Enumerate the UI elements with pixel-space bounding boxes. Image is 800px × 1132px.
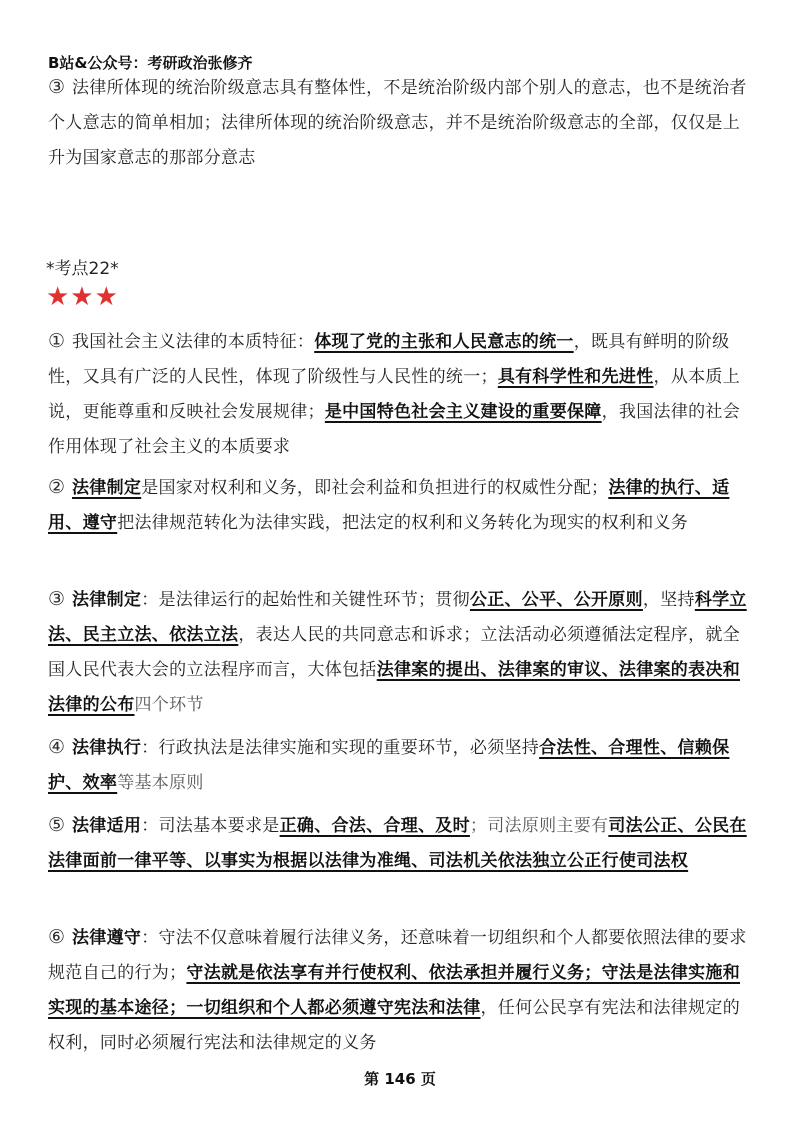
text: 是国家对权利和义务，即社会利益和负担进行的权威性分配； bbox=[141, 478, 609, 498]
intro-text: 法律所体现的统治阶级意志具有整体性，不是统治阶级内部个别人的意志，也不是统治者个人意志的简单相加；法律所体现的统治阶级意志，并不是统治阶级意志的全部，仅仅是上升为国家意志的那部分意志 bbox=[48, 78, 747, 168]
item-number: ④ bbox=[48, 736, 66, 758]
text: ，表达人民的共同意志和诉求；立法活动必须遵循法定程序，就全国人民代表大会的立法程序而言，大体包括 bbox=[48, 625, 741, 680]
key-phrase: 科学立法、民主立法、依法立法 bbox=[48, 590, 747, 645]
item-number: ① bbox=[48, 330, 66, 352]
point-4 bbox=[48, 730, 753, 801]
text: ：司法基本要求是 bbox=[141, 816, 280, 836]
key-phrase: 法律案的提出、法律案的审议、法律案的表决和法律的公布 bbox=[48, 660, 741, 715]
text: 四个环节 bbox=[134, 695, 204, 715]
key-phrase: 合法性、合理性、信赖保护、效率 bbox=[48, 738, 730, 793]
point-2 bbox=[48, 470, 753, 541]
point-1 bbox=[48, 324, 753, 465]
key-phrase: 体现了党的主张和人民意志的统一 bbox=[314, 332, 574, 352]
text: ；司法原则主要有 bbox=[469, 816, 609, 836]
text: ，从本质上说，更能尊重和反映社会发展规律； bbox=[48, 367, 741, 422]
key-phrase: 司法公正、公民在法律面前一律平等、以事实为根据以法律为准绳、司法机关依法独立公正行使司法权 bbox=[48, 816, 747, 871]
key-phrase: 守法就是依法享有并行使权利、依法承担并履行义务；守法是法律实施和实现的基本途径；一切组织和个人都必须遵守宪法和法律 bbox=[48, 963, 741, 1018]
source-header: B站&公众号：考研政治张修齐 bbox=[48, 54, 253, 72]
text: ：是法律运行的起始性和关键性环节；贯彻 bbox=[141, 590, 470, 610]
text: ：守法不仅意味着履行法律义务，还意味着一切组织和个人都要依照法律的要求规范自己的行为； bbox=[48, 928, 747, 983]
point-6 bbox=[48, 920, 753, 1061]
text: 等基本原则 bbox=[117, 773, 204, 793]
intro-paragraph bbox=[48, 70, 753, 176]
text: 把法律规范转化为法律实践，把法定的权利和义务转化为现实的权利和义务 bbox=[117, 513, 689, 533]
text: ：行政执法是法律实施和实现的重要环节，必须坚持 bbox=[141, 738, 540, 758]
key-term: 法律制定 bbox=[72, 590, 142, 610]
item-number: ③ bbox=[48, 588, 66, 610]
key-phrase: 正确、合法、合理、及时 bbox=[279, 816, 470, 836]
item-number: ⑤ bbox=[48, 814, 66, 836]
key-term: 法律遵守 bbox=[72, 928, 142, 948]
key-term: 法律适用 bbox=[72, 816, 142, 836]
text: ，任何公民享有宪法和法律规定的权利，同时必须履行宪法和法律规定的义务 bbox=[48, 998, 740, 1053]
key-phrase: 法律制定 bbox=[72, 478, 142, 498]
section-title: *考点22* bbox=[46, 259, 119, 279]
key-term: 法律执行 bbox=[72, 738, 142, 758]
key-phrase: 是中国特色社会主义建设的重要保障 bbox=[324, 402, 602, 422]
key-phrase: 具有科学性和先进性 bbox=[497, 367, 654, 387]
star-rating-icon: ★★★ bbox=[46, 282, 119, 312]
text: ，既具有鲜明的阶级性，又具有广泛的人民性，体现了阶级性与人民性的统一； bbox=[48, 332, 730, 387]
text: ，我国法律的社会作用体现了社会主义的本质要求 bbox=[48, 402, 741, 457]
point-5 bbox=[48, 808, 753, 879]
point-3 bbox=[48, 582, 753, 723]
text: ，坚持 bbox=[642, 590, 695, 610]
page-number: 第 146 页 bbox=[364, 1070, 436, 1088]
key-phrase: 法律的执行、适用、遵守 bbox=[48, 478, 730, 533]
key-phrase: 公正、公平、公开原则 bbox=[469, 590, 643, 610]
text: 我国社会主义法律的本质特征： bbox=[72, 332, 315, 352]
item-number: ② bbox=[48, 476, 66, 498]
item-number: ③ bbox=[48, 76, 66, 98]
item-number: ⑥ bbox=[48, 926, 66, 948]
